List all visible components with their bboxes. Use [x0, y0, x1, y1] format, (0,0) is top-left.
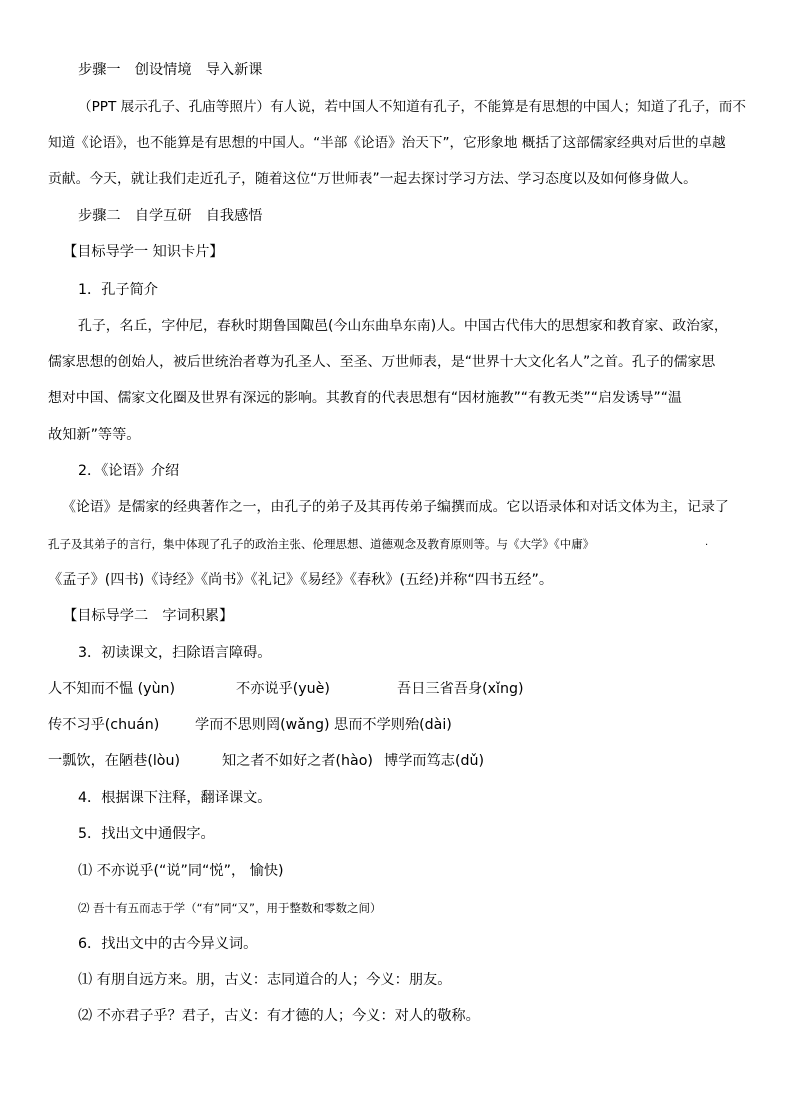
item6-title: 6．找出文中的古今异义词。 [78, 936, 258, 952]
item2-para-line: 《孟子》(四书)《诗经》《尚书》《礼记》《易经》《春秋》(五经)并称“四书五经”。 [48, 572, 554, 588]
word-entry: 博学而笃志(dǔ) [384, 753, 485, 769]
item1-para-line: 儒家思想的创始人，被后世统治者尊为孔圣人、至圣、万世师表，是“世界十大文化名人”之首。孔子的儒家思 [48, 354, 716, 370]
step1-para-line: （PPT 展示孔子、孔庙等照片）有人说，若中国人不知道有孔子，不能算是有思想的中国人；知道了孔子，而不 [78, 99, 746, 115]
words-row [48, 679, 748, 699]
stray-dot: . [705, 537, 709, 548]
step1-heading: 步骤一 创设情境 导入新课 [78, 62, 263, 78]
words-row [48, 751, 748, 771]
goal2-heading: 【目标导学二 字词积累】 [63, 608, 234, 624]
word-entry: 学而不思则罔(wǎng) [195, 717, 330, 733]
word-entry: 吾日三省吾身(xǐng) [397, 681, 524, 697]
item4-title: 4．根据课下注释，翻译课文。 [78, 790, 272, 806]
item5-entry: ⑴ 不亦说乎(“说”同“悦”， 愉快) [78, 863, 284, 879]
item2-para-line: 孔子及其弟子的言行，集中体现了孔子的政治主张、伦理思想、道德观念及教育原则等。与《大学》《中庸》 [48, 537, 595, 551]
item5-title: 5．找出文中通假字。 [78, 826, 215, 842]
word-entry: 一瓢饮，在陋巷(lòu) [48, 753, 180, 769]
item5-entry: ⑵ 吾十有五而志于学（“有”同“又”，用于整数和零数之间） [78, 901, 382, 915]
item1-para-line: 故知新”等等。 [48, 427, 141, 443]
step2-heading: 步骤二 自学互研 自我感悟 [78, 208, 263, 224]
step1-para-line: 贡献。今天，就让我们走近孔子，随着这位“万世师表”一起去探讨学习方法、学习态度以及如何修身做人。 [48, 171, 697, 187]
words-row [48, 715, 748, 735]
item1-para-line: 想对中国、儒家文化圈及世界有深远的影响。其教育的代表思想有“因材施教”“有教无类”“启发诱导”“温 [48, 390, 682, 406]
word-entry: 思而不学则殆(dài) [334, 717, 452, 733]
step1-para-line: 知道《论语》，也不能算是有思想的中国人。“半部《论语》治天下”，它形象地 概括了这部儒家经典对后世的卓越 [48, 135, 726, 151]
item3-title: 3．初读课文，扫除语言障碍。 [78, 645, 272, 661]
word-entry: 传不习乎(chuán) [48, 717, 160, 733]
word-entry: 知之者不如好之者(hào) [222, 753, 373, 769]
item1-title: 1．孔子简介 [78, 282, 158, 298]
item2-para-line: 《论语》是儒家的经典著作之一，由孔子的弟子及其再传弟子编撰而成。它以语录体和对话文体为主，记录了 [62, 499, 729, 515]
word-entry: 不亦说乎(yuè) [236, 681, 330, 697]
item1-para-line: 孔子，名丘，字仲尼，春秋时期鲁国陬邑(今山东曲阜东南)人。中国古代伟大的思想家和教育家、政治家， [78, 318, 728, 334]
item2-title: 2．《论语》介绍 [78, 463, 180, 479]
word-entry: 人不知而不愠 (yùn) [48, 681, 176, 697]
goal1-heading: 【目标导学一 知识卡片】 [63, 244, 224, 260]
item6-entry: ⑵ 不亦君子乎？君子，古义：有才德的人；今义：对人的敬称。 [78, 1008, 480, 1024]
item6-entry: ⑴ 有朋自远方来。朋，古义：志同道合的人；今义：朋友。 [78, 972, 452, 988]
